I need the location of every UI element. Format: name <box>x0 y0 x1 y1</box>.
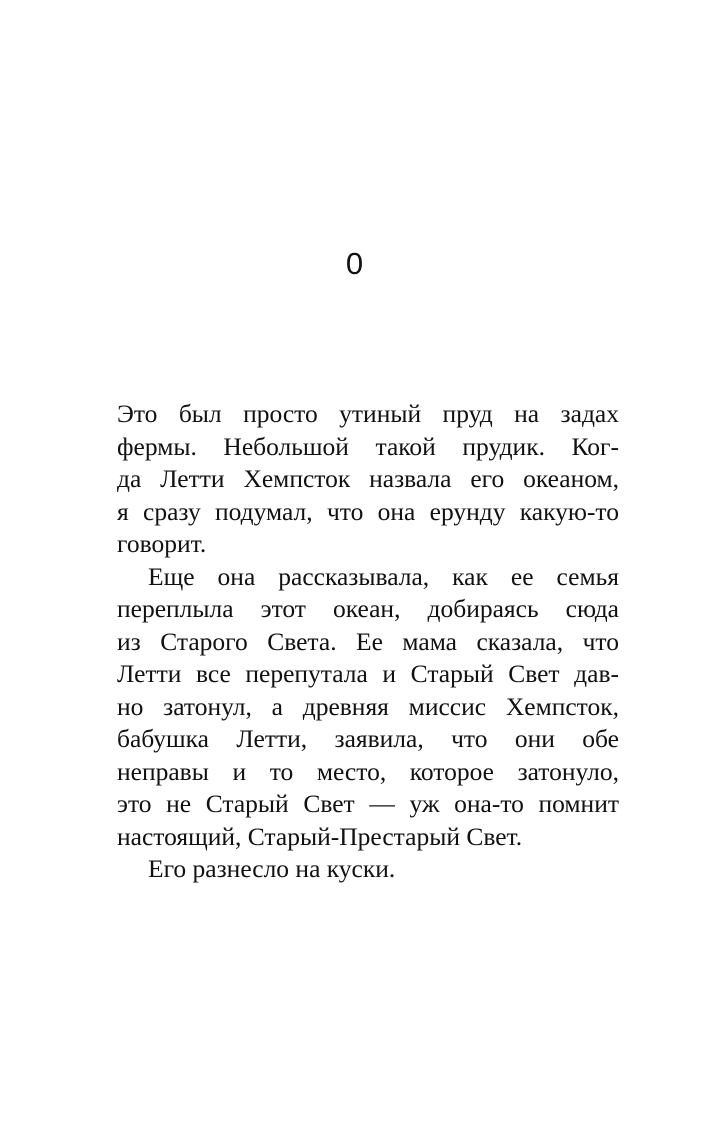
text-line: настоящий, Старый-Престарый Свет. <box>117 821 523 851</box>
text-line: но затонул, а древняя миссис Хемпсток, <box>117 691 619 721</box>
text-line: Его разнесло на куски. <box>148 854 396 883</box>
text-line: Еще она рассказывала, как ее семья <box>148 561 619 591</box>
text-line: Летти все перепутала и Старый Свет дав- <box>117 659 619 688</box>
body-text <box>117 398 619 886</box>
text-line: да Летти Хемпсток назвала его океаном, <box>117 464 619 493</box>
text-line: я сразу подумал, что она ерунду какую-то <box>117 496 619 526</box>
text-line: Это был просто утиный пруд на задах <box>117 399 619 428</box>
chapter-number: 0 <box>345 246 364 281</box>
text-line: говорит. <box>117 529 207 558</box>
text-line: переплыла этот океан, добираясь сюда <box>117 594 619 623</box>
text-line: бабушка Летти, заявила, что они обе <box>117 724 619 753</box>
text-line: фермы. Небольшой такой прудик. Ког- <box>117 431 619 461</box>
text-line: это не Старый Свет — уж она-то помнит <box>117 789 619 818</box>
text-line: из Старого Света. Ее мама сказала, что <box>117 626 619 656</box>
text-line: неправы и то место, которое затонуло, <box>117 756 619 786</box>
